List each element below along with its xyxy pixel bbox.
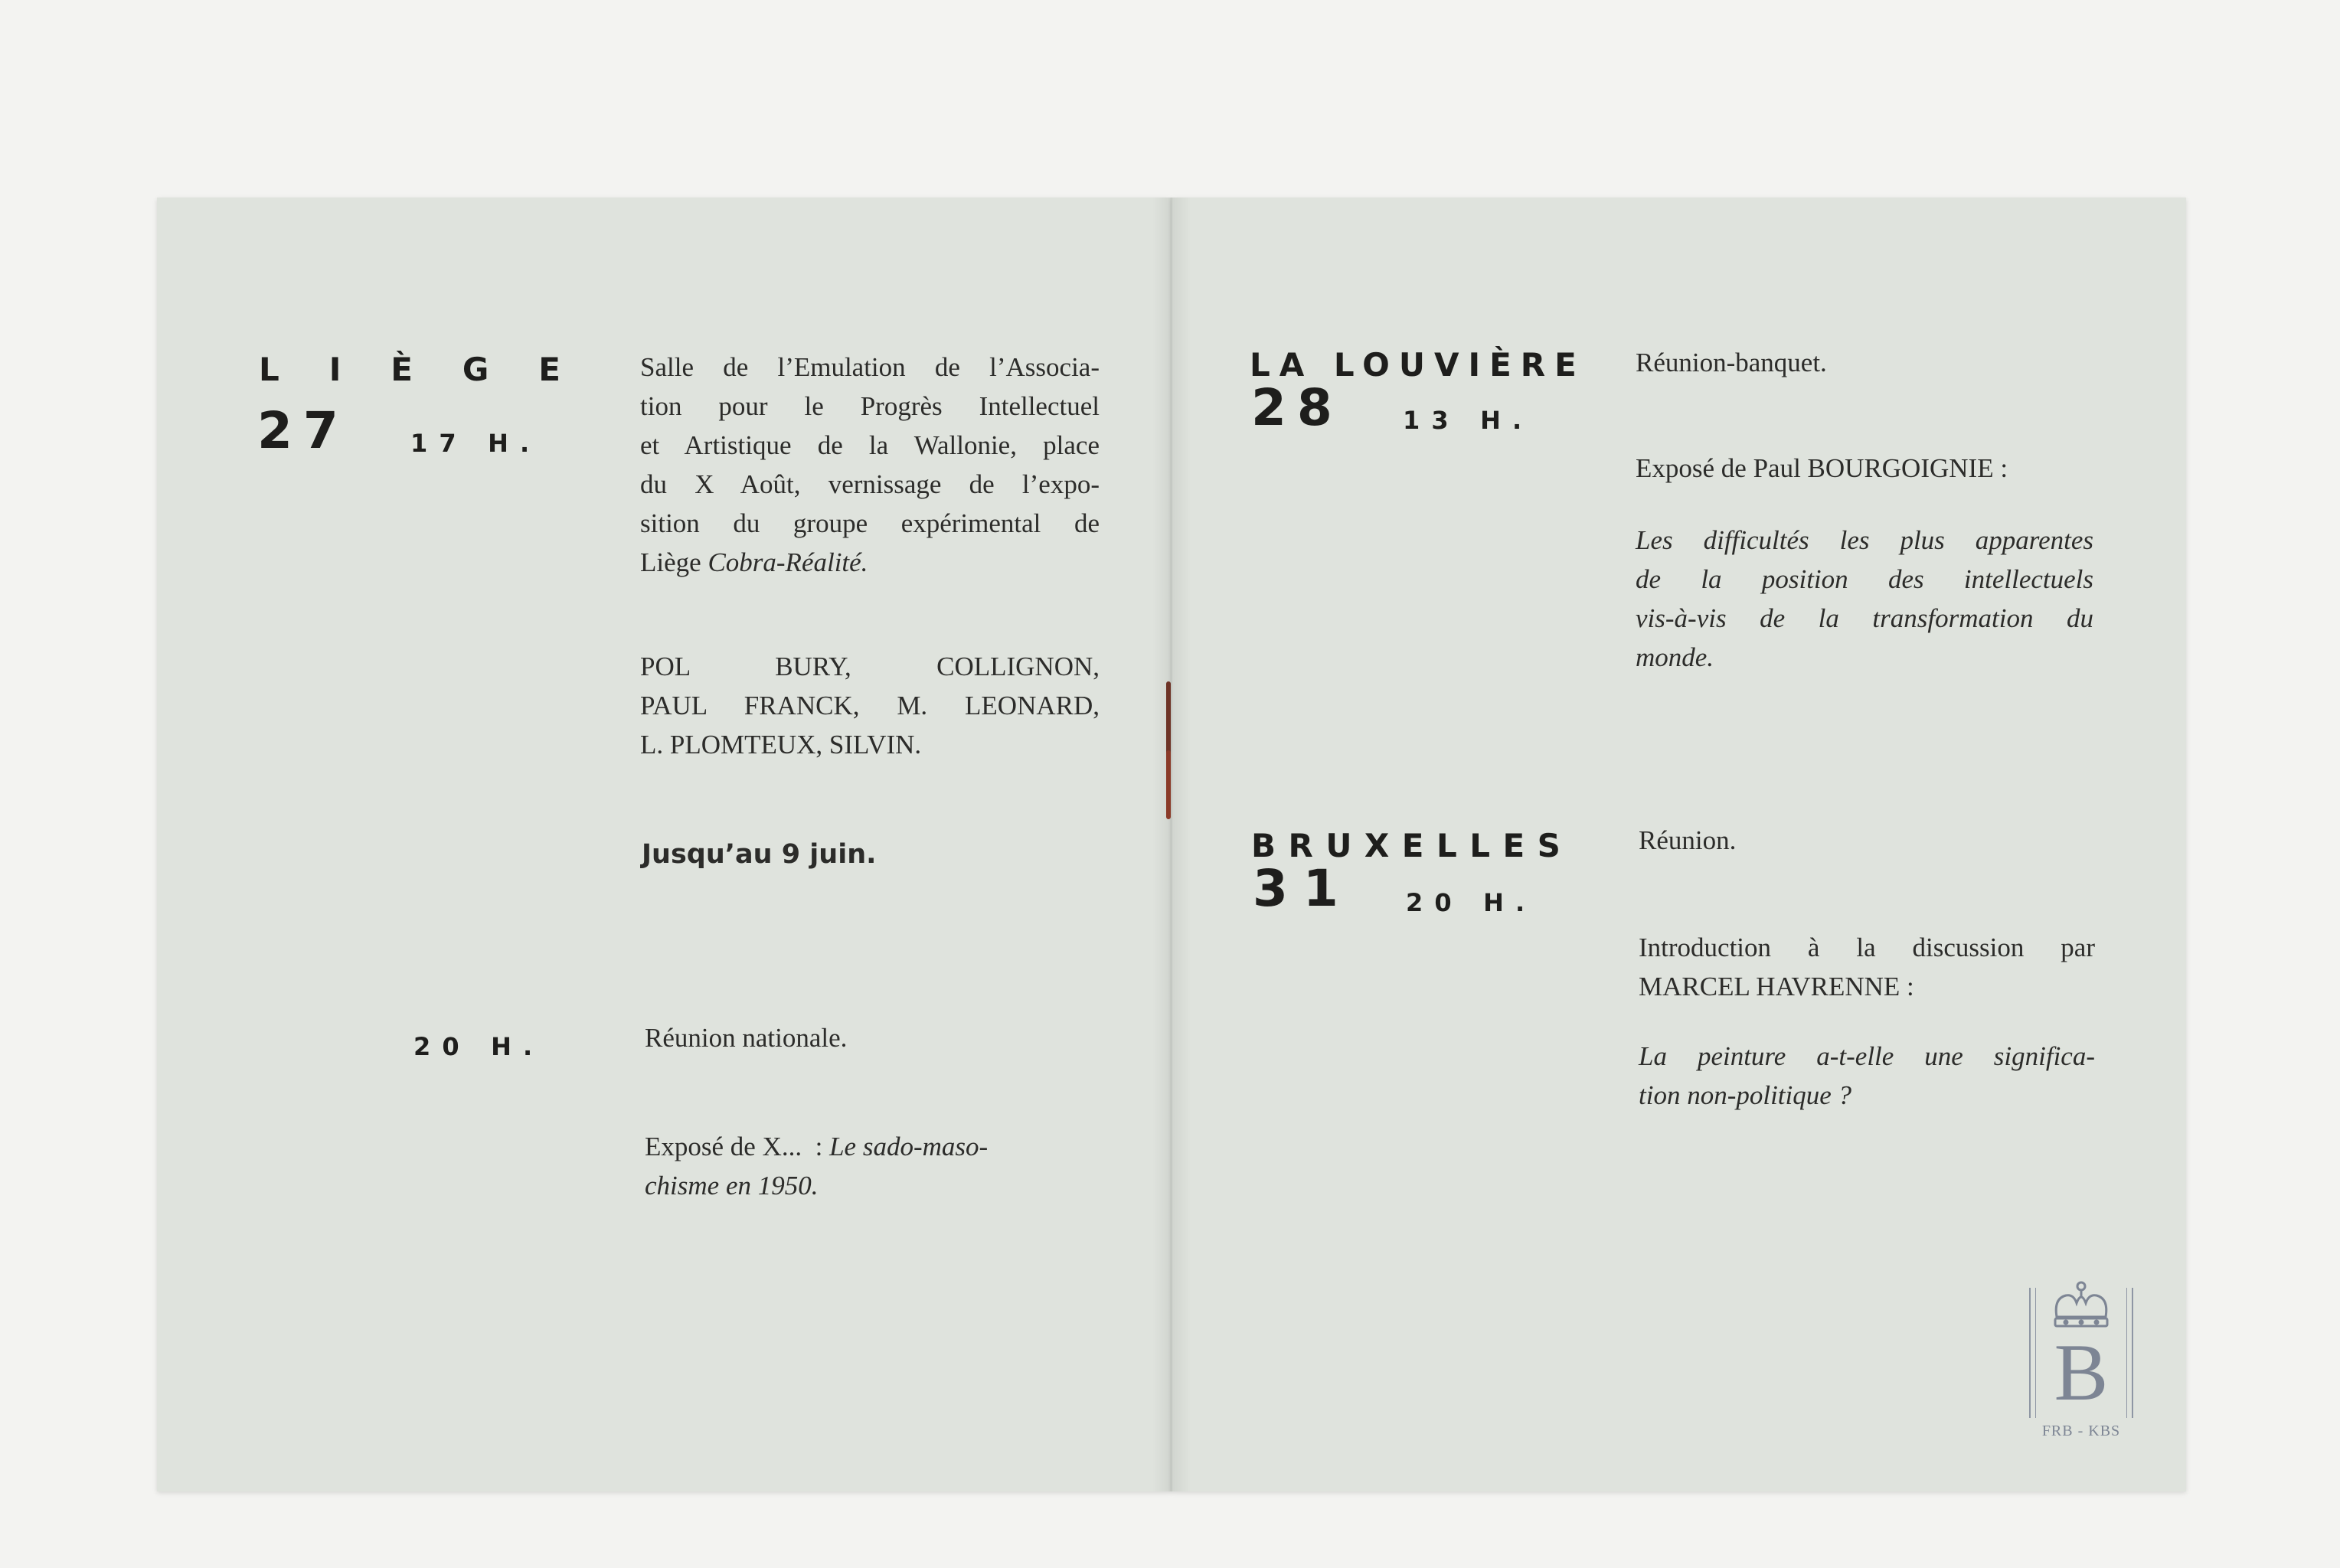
city-letter: L xyxy=(1436,827,1457,864)
intro-speaker: MARCEL HAVRENNE : xyxy=(1639,972,1914,1001)
expose-topic: Le sado-maso- xyxy=(829,1132,989,1161)
liege-paragraph-last xyxy=(640,543,1100,582)
expose-line xyxy=(645,1127,1104,1166)
question-line: La peinture a-t-elle une significa- xyxy=(1639,1041,2095,1071)
intro-line: Introduction à la discussion par xyxy=(1639,933,2095,962)
crown-icon xyxy=(2046,1279,2116,1332)
city-la-louviere: LA LOUVIÈRE xyxy=(1250,346,1586,384)
louviere-expose: Exposé de Paul BOURGOIGNIE : xyxy=(1636,453,2008,483)
artists-line: POL BURY, COLLIGNON, xyxy=(640,652,1100,681)
city-letter: U xyxy=(1325,827,1352,864)
topic-line: vis-à-vis de la transformation du xyxy=(1636,603,2093,633)
question-line: tion non-politique ? xyxy=(1639,1080,1852,1110)
paragraph-line: sition du groupe expérimental de xyxy=(640,508,1100,538)
staple-top xyxy=(1166,681,1171,758)
day-31: 31 xyxy=(1253,859,1354,918)
city-liege xyxy=(259,351,560,388)
expose-prefix: Exposé de X... : xyxy=(645,1132,830,1161)
bruxelles-intro xyxy=(1639,928,2095,1006)
artists-line: PAUL FRANCK, M. LEONARD, xyxy=(640,691,1100,720)
paragraph-line: Salle de l’Emulation de l’Associa- xyxy=(640,352,1100,382)
hour-13: 1 3 H . xyxy=(1403,406,1524,435)
hour-17: 1 7 H . xyxy=(410,429,531,458)
paragraph-line: et Artistique de la Wallonie, place xyxy=(640,430,1100,460)
artists-list xyxy=(640,647,1100,725)
topic-line: Les difficultés les plus apparentes xyxy=(1636,525,2093,555)
city-letter: X xyxy=(1364,827,1390,864)
staple-bottom xyxy=(1166,750,1171,819)
stamp-caption: FRB - KBS xyxy=(2041,1423,2121,1439)
evening-title: Réunion nationale. xyxy=(645,1023,848,1053)
page-gutter xyxy=(1152,198,1191,1491)
topic-line: de la position des intellectuels xyxy=(1636,564,2093,594)
city-letter: È xyxy=(391,351,413,388)
exhibition-name: Cobra-Réalité. xyxy=(708,547,868,577)
day-27: 27 xyxy=(257,401,349,460)
city-letter: B xyxy=(1251,827,1276,864)
louviere-topic-last: monde. xyxy=(1636,642,1714,672)
hour-20: 2 0 H . xyxy=(413,1032,534,1061)
liege-paragraph xyxy=(640,348,1100,543)
artists-last: L. PLOMTEUX, SILVIN. xyxy=(640,730,922,760)
until-date: Jusqu’au 9 juin. xyxy=(642,839,877,870)
paragraph-line: du X Août, vernissage de l’expo- xyxy=(640,469,1100,499)
day-28: 28 xyxy=(1251,378,1343,437)
paragraph-last-prefix: Liège xyxy=(640,547,708,577)
louviere-title: Réunion-banquet. xyxy=(1636,348,1827,377)
bruxelles-question xyxy=(1639,1037,2095,1115)
city-letter: G xyxy=(462,351,489,388)
city-letter: E xyxy=(1502,827,1525,864)
city-letter: S xyxy=(1537,827,1561,864)
city-letter: R xyxy=(1288,827,1313,864)
city-letter: L xyxy=(259,351,279,388)
stamp-letter: B xyxy=(2054,1328,2109,1417)
expose-topic-continued: chisme en 1950. xyxy=(645,1171,819,1200)
city-letter: E xyxy=(538,351,560,388)
city-letter: E xyxy=(1401,827,1424,864)
foundation-stamp xyxy=(2029,1279,2133,1439)
paragraph-line: tion pour le Progrès Intellectuel xyxy=(640,391,1100,421)
city-letter: L xyxy=(1469,827,1490,864)
bruxelles-title: Réunion. xyxy=(1639,825,1737,855)
louviere-topic xyxy=(1636,521,2093,638)
city-letter: I xyxy=(328,351,342,388)
hour-20: 2 0 H . xyxy=(1406,888,1527,917)
evening-expose xyxy=(645,1127,1104,1205)
